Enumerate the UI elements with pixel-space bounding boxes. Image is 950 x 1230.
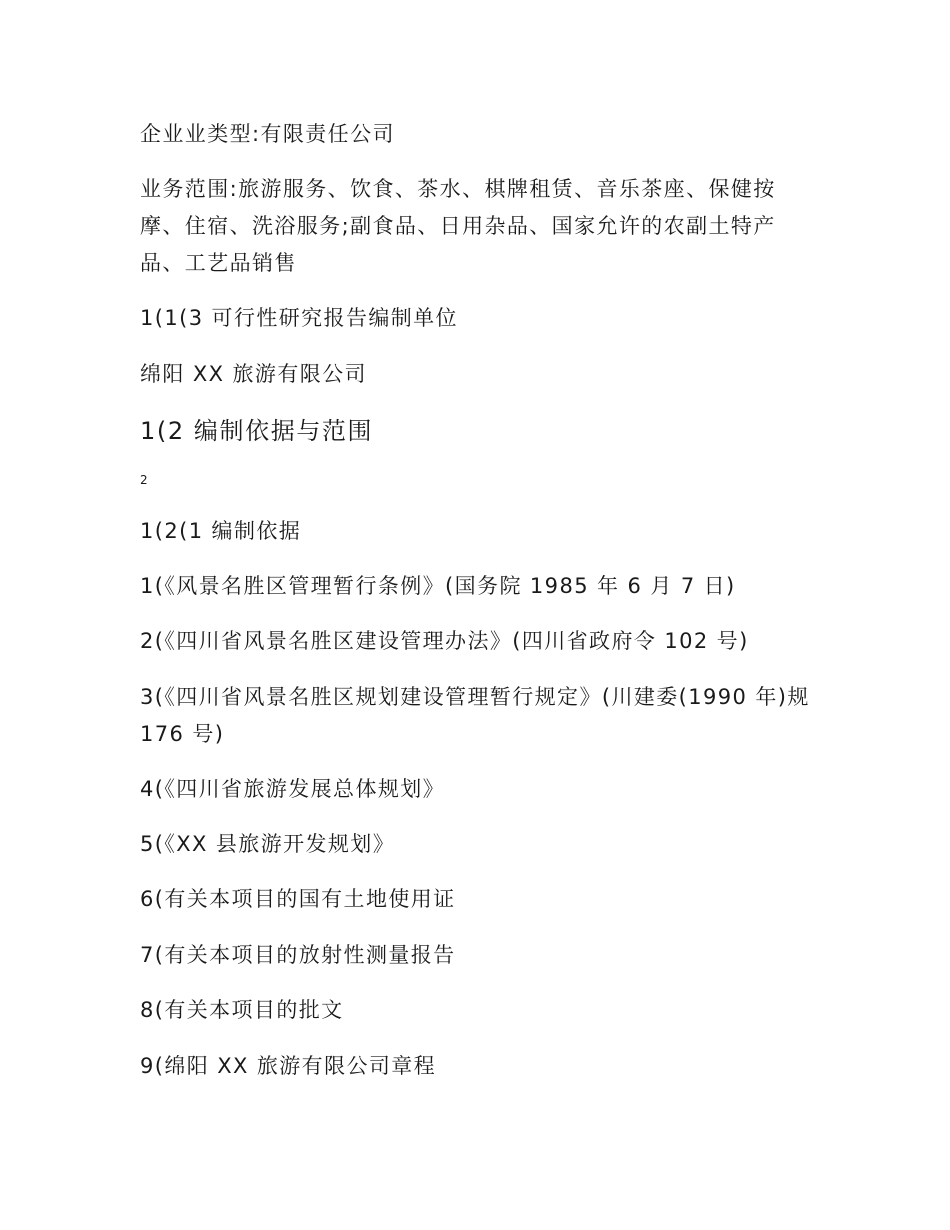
section-1-1-3-body: 绵阳 XX 旅游有限公司 [140,362,367,386]
basis-item-5: 5(《XX 县旅游开发规划》 [140,832,396,856]
business-scope-paragraph: 业务范围:旅游服务、饮食、茶水、棋牌租赁、音乐茶座、保健按摩、住宿、洗浴服务;副食品、日用杂品、国家允许的农副土特产品、工艺品销售 [140,177,776,275]
basis-item-2: 2(《四川省风景名胜区建设管理办法》(四川省政府令 102 号) [140,629,749,653]
page-number: 2 [140,473,148,487]
basis-item-7: 7(有关本项目的放射性测量报告 [140,943,456,967]
company-type-line: 企业业类型:有限责任公司 [140,122,395,146]
section-1-2-heading: 1(2 编制依据与范围 [140,417,374,445]
section-1-1-3-title: 1(1(3 可行性研究报告编制单位 [140,306,458,330]
basis-item-4: 4(《四川省旅游发展总体规划》 [140,777,446,801]
basis-item-1: 1(《风景名胜区管理暂行条例》(国务院 1985 年 6 月 7 日) [140,574,736,598]
basis-item-8: 8(有关本项目的批文 [140,998,344,1022]
section-1-2-1-title: 1(2(1 编制依据 [140,519,302,543]
basis-item-3: 3(《四川省风景名胜区规划建设管理暂行规定》(川建委(1990 年)规 176 号) [140,685,810,746]
basis-item-9: 9(绵阳 XX 旅游有限公司章程 [140,1054,437,1078]
basis-item-6: 6(有关本项目的国有土地使用证 [140,887,456,911]
